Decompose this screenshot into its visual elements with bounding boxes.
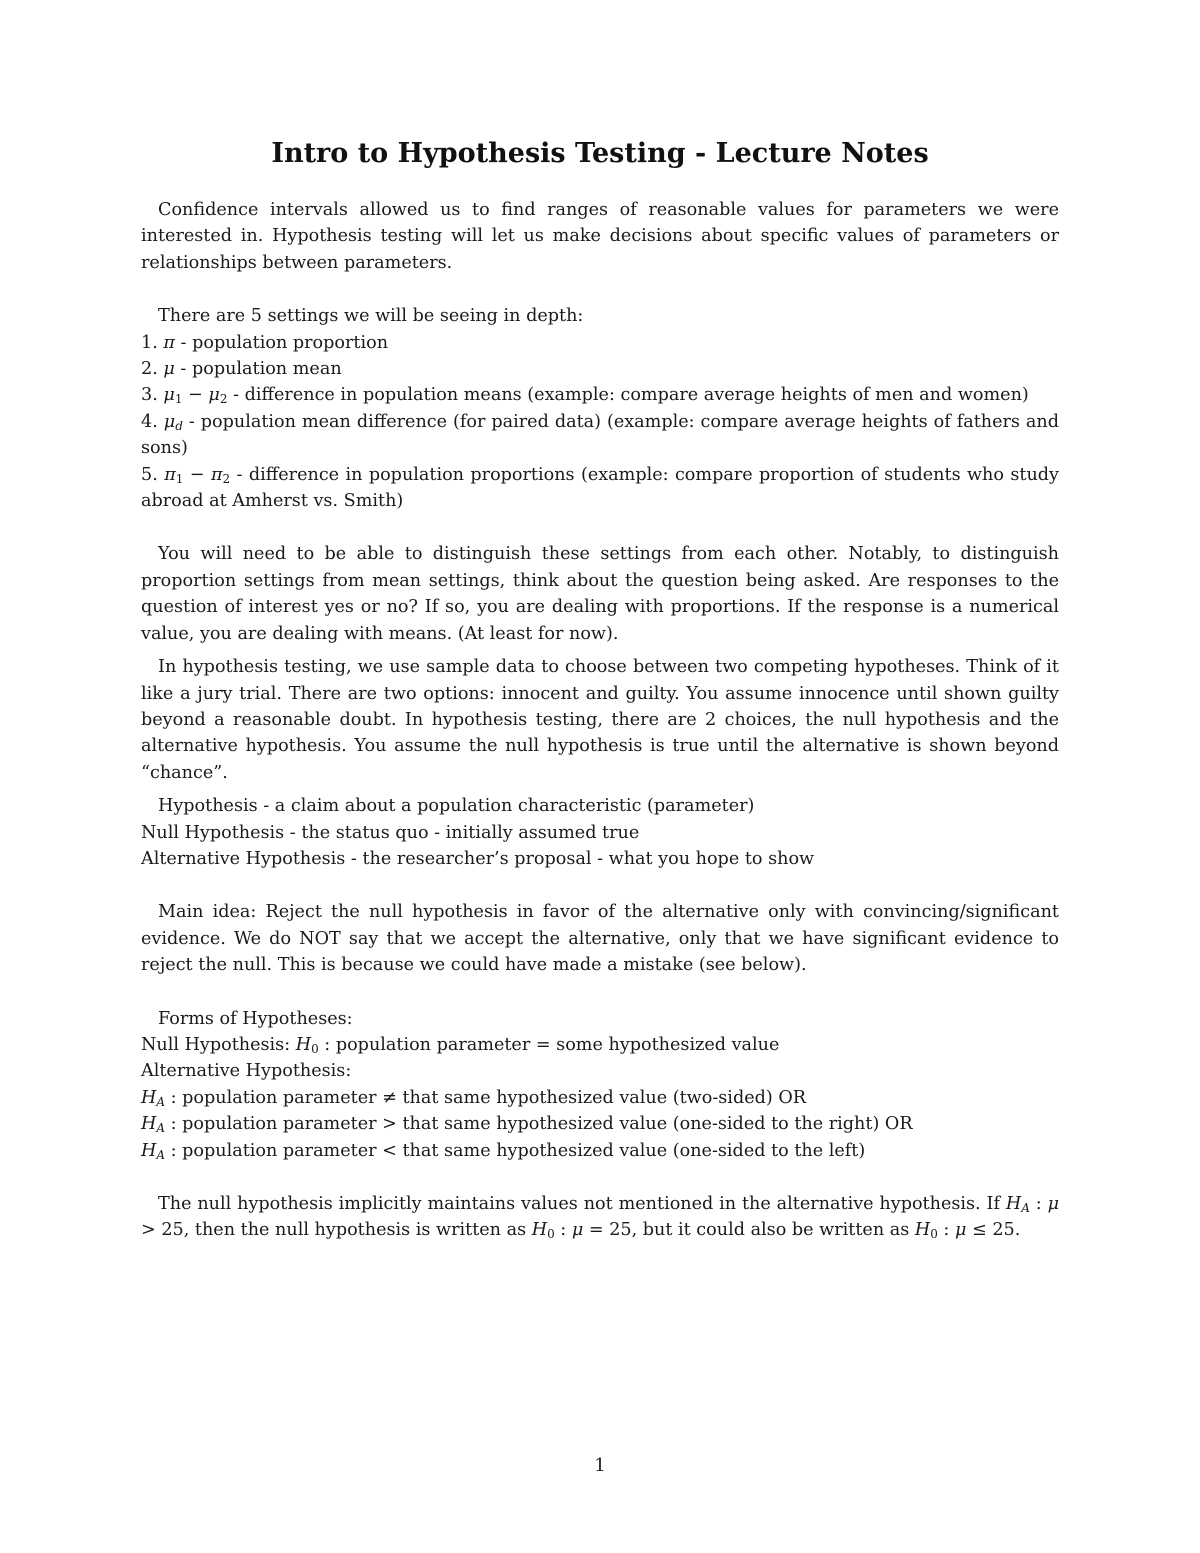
- alternative-form-left: $H_A$ : population parameter < that same hypothesized value (one-sided to the left): [141, 1140, 866, 1162]
- implicit-paragraph: The null hypothesis implicitly maintains values not mentioned in the alternative hypothesis. If $H_A$ : μ > 25, then the null hypothesis is written as $H_0$ : μ = 25, but it could also be written as $H_0$ : μ ≤ 25.: [141, 1194, 1059, 1242]
- alternative-form-two-sided: $H_A$ : population parameter ≠ that same hypothesized value (two-sided) OR: [141, 1087, 807, 1109]
- alternative-form-right: $H_A$ : population parameter > that same hypothesized value (one-sided to the right) OR: [141, 1114, 913, 1136]
- main-idea-paragraph: Main idea: Reject the null hypothesis in favor of the alternative only with convincing/significant evidence. We do NOT say that we accept the alternative, only that we have significant evidence to reject the null. This is because we could have made a mistake (see below).: [141, 902, 1059, 976]
- settings-item: 3. $\mu_1 - \mu_2$ - difference in population means (example: compare average heights of men and women): [141, 385, 1029, 407]
- page-number: 1: [594, 1455, 606, 1476]
- settings-item: 5. $\pi_1 - \pi_2$ - difference in population proportions (example: compare proportion of students who study abroad at Amherst vs. Smith): [141, 464, 1059, 512]
- settings-item: 2. μ - population mean: [141, 359, 342, 380]
- forms-heading: Forms of Hypotheses:: [158, 1008, 353, 1029]
- forms-section: [141, 1006, 1059, 1164]
- settings-section: [141, 303, 1059, 514]
- alternative-form-heading: Alternative Hypothesis:: [141, 1061, 352, 1082]
- jury-paragraph: In hypothesis testing, we use sample data to choose between two competing hypotheses. Think of it like a jury trial. There are two options: innocent and guilty. You assume innocence until shown guilty beyond a reasonable doubt. In hypothesis testing, there are 2 choices, the null hypothesis and the alternative hypothesis. You assume the null hypothesis is true until the alternative is shown beyond “chance”.: [141, 657, 1059, 783]
- hypothesis-definition: Hypothesis - a claim about a population characteristic (parameter): [158, 796, 755, 817]
- null-form: Null Hypothesis: $H_0$ : population parameter = some hypothesized value: [141, 1034, 780, 1056]
- null-definition: Null Hypothesis - the status quo - initially assumed true: [141, 822, 640, 843]
- document-body: [141, 197, 1059, 1244]
- alternative-definition: Alternative Hypothesis - the researcher’s proposal - what you hope to show: [141, 848, 815, 869]
- definitions-block: [141, 793, 1059, 872]
- settings-item: 4. $\mu_d$ - population mean difference (for paired data) (example: compare average heights of fathers and sons): [141, 411, 1060, 459]
- distinguish-paragraph: You will need to be able to distinguish these settings from each other. Notably, to distinguish proportion settings from mean settings, think about the question being asked. Are responses to the question of interest yes or no? If so, you are dealing with proportions. If the response is a numerical value, you are dealing with means. (At least for now).: [141, 544, 1059, 644]
- intro-paragraph: Confidence intervals allowed us to find ranges of reasonable values for parameters we were interested in. Hypothesis testing will let us make decisions about specific values of parameters or relationships between parameters.: [141, 200, 1059, 273]
- settings-heading: There are 5 settings we will be seeing in depth:: [158, 306, 584, 327]
- page-title: Intro to Hypothesis Testing - Lecture Notes: [271, 138, 929, 169]
- settings-item: 1. π - population proportion: [141, 332, 389, 353]
